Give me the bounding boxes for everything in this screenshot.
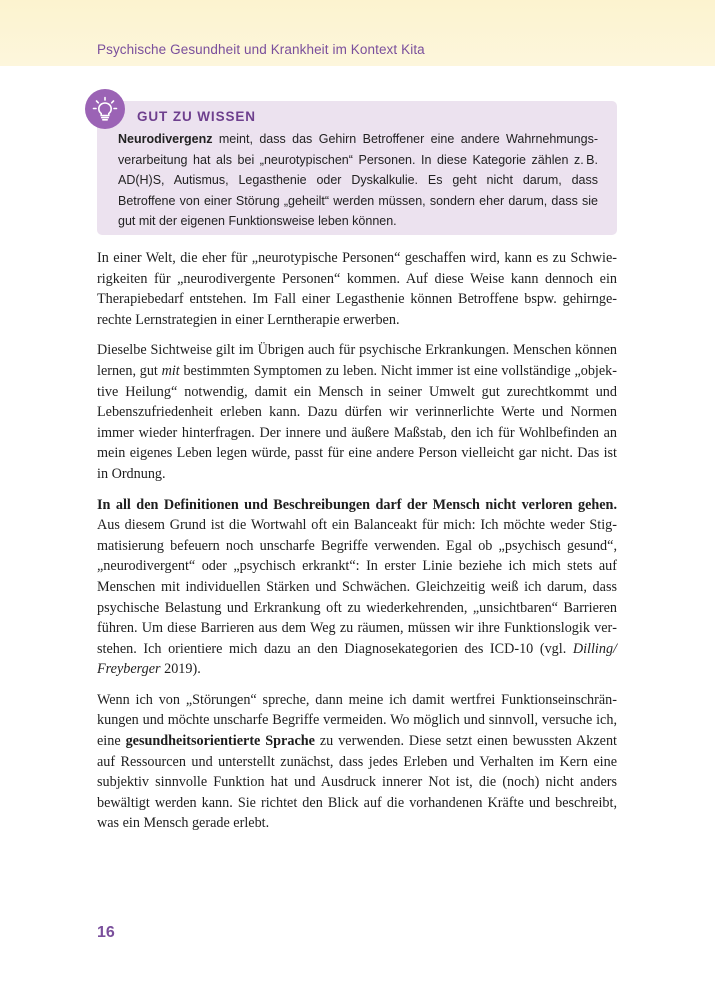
info-box-definition: meint, dass das Gehirn Betroffener eine andere Wahrnehmungsverarbeitung hat als bei „neurotypischen“ Personen. In diese Kategorie zählen z. B. AD(H)S, Autismus, Legasthenie oder Dyskalkulie. Es geht nicht darum, dass Betroffene von einer Störung „geheilt“ werden müssen, sondern eher darum, dass sie gut mit der eigenen Funktionsweise leben können.: [118, 132, 598, 228]
paragraph-3-part-b: 2019).: [160, 661, 201, 678]
paragraph-4-part-b: zu verwenden. Diese setzt einen bewussten Akzent auf Ressourcen und unterstellt zunächst, dass jedes Erleben und Verhalten im Kern eine subjektiv sinnvolle Funktion hat und Ausdruck innerer Not ist, die (noch) nicht anders bewältigt werden kann. Sie richtet den Blick auf die vorhandenen Kräfte und beschreibt, was ein Mensch gerade erlebt.: [97, 733, 617, 832]
paragraph-2-part-b: bestimmten Symptomen zu leben. Nicht immer ist eine vollständige „objektive Heilung“ notwendig, damit ein Mensch in seiner Umwelt gut zurechtkommt und Lebenszufriedenheit erleben kann. Dazu dürfen wir verinnerlichte Werte und Normen immer wieder hinterfragen. Der innere und äußere Maßstab, den ich für Wohlbefinden an mein eigenes Leben legen würde, passt für eine andere Person vielleicht gar nicht. Das ist in Ordnung.: [97, 362, 617, 482]
info-box-heading: GUT ZU WISSEN: [137, 109, 256, 124]
paragraph-3-part-a: Aus diesem Grund ist die Wortwahl oft ein Balanceakt für mich: Ich möchte weder Stigmatisierung befeuern noch unscharfe Begriffe verwenden. Egal ob „psychisch gesund“, „neurodivergent“ oder „psychisch erkrankt“: In erster Linie beziehe ich mich stets auf Menschen mit individuellen Stärken und Schwächen. Gleichzeitig weiß ich darum, dass psychische Belastung und Erkrankung oft zu wiederkehrenden, „unsichtbaren“ Barrieren führen. Um diese Barrieren aus dem Weg zu räumen, müssen wir ihre Funktionslogik verstehen. Ich orientiere mich dazu an den Diagnosekategorien des ICD-10 (vgl.: [97, 517, 617, 657]
paragraph-2-emphasis: mit: [161, 362, 180, 379]
paragraph-4-bold: gesundheitsorientierte Sprache: [125, 733, 315, 750]
paragraph-2-part-a: Dieselbe Sichtweise gilt im Übrigen auch für psychische Erkrankungen. Menschen können lernen, gut: [97, 342, 617, 379]
page-number: 16: [97, 924, 115, 941]
paragraph-4: [97, 690, 617, 834]
paragraph-3-lead: In all den Definitionen und Beschreibungen darf der Mensch nicht verloren gehen.: [97, 496, 617, 513]
running-title: Psychische Gesundheit und Krankheit im Kontext Kita: [97, 42, 425, 57]
lightbulb-icon: [85, 89, 125, 129]
paragraph-4-part-a: Wenn ich von „Störungen“ spreche, dann meine ich damit wertfrei Funktionseinschränkungen und möchte unscharfe Begriffe vermeiden. Wo möglich und sinnvoll, versuche ich, eine: [97, 691, 617, 750]
paragraph-2: [97, 340, 617, 484]
paragraph-3: [97, 495, 617, 680]
running-header: [0, 0, 715, 66]
body-text: [97, 248, 617, 844]
info-box-term: Neurodivergenz: [118, 132, 213, 146]
paragraph-1: In einer Welt, die eher für „neurotypische Personen“ geschaffen wird, kann es zu Schwierigkeiten für „neurodivergente Personen“ kommen. Auf diese Weise kann dennoch ein Therapiebedarf entstehen. Im Fall einer Legasthenie können Betroffene bspw. gehirngerechte Lernstrategien in einer Lerntherapie erwerben.: [97, 250, 617, 328]
lightbulb-icon-svg: [92, 96, 118, 122]
paragraph-3-citation: Dilling/ Freyberger: [97, 640, 617, 678]
info-box-text: [118, 129, 598, 232]
